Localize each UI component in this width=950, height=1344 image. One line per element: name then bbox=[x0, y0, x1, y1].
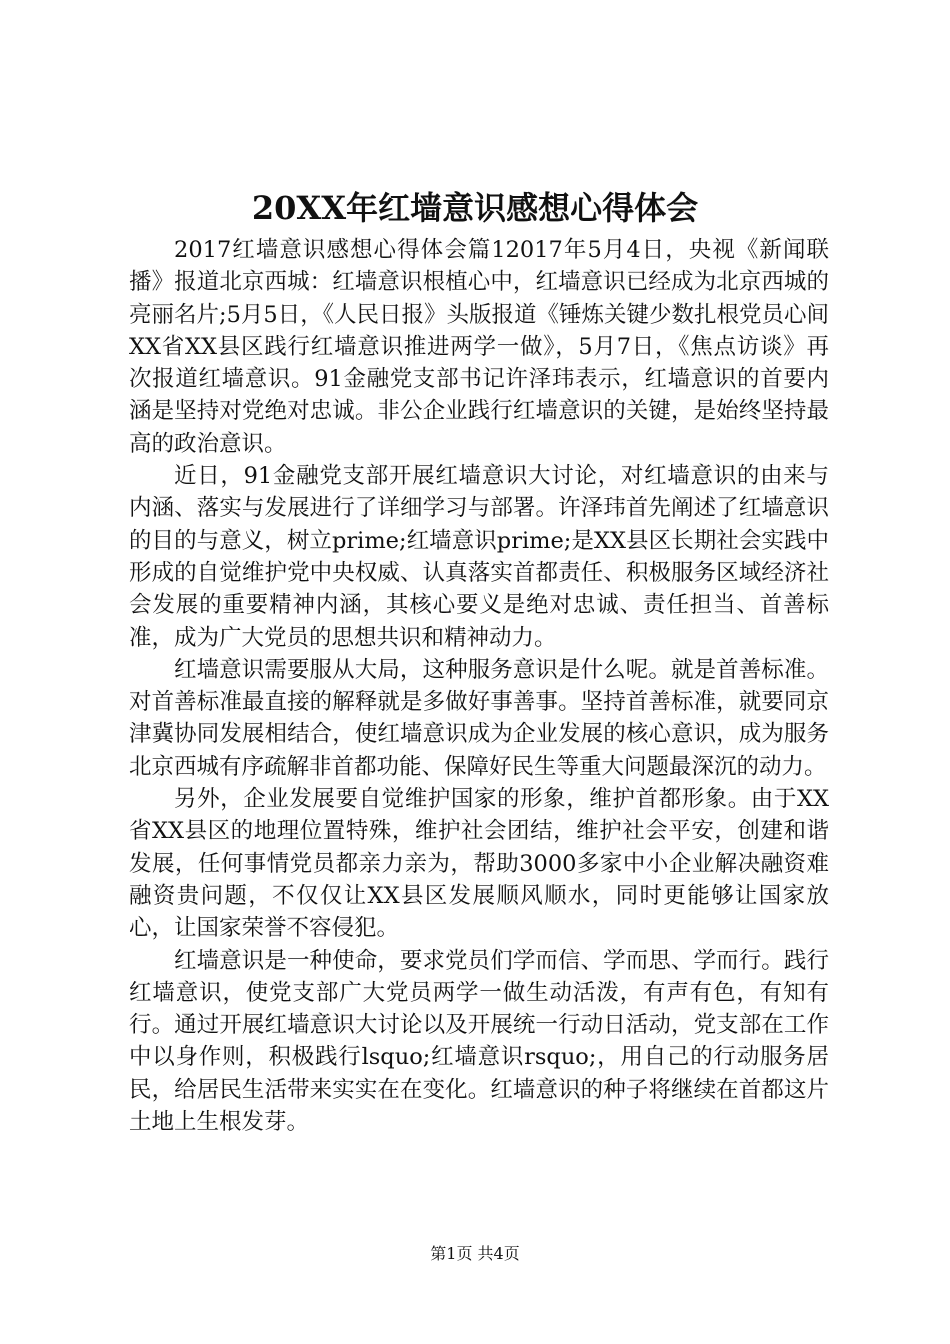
page-number-footer: 第1页 共4页 bbox=[430, 1244, 520, 1263]
paragraph-5: 红墙意识是一种使命，要求党员们学而信、学而思、学而行。践行红墙意识，使党支部广大党员两学一做生动活泼，有声有色，有知有行。通过开展红墙意识大讨论以及开展统一行动日活动，党支部在工作中以身作则，积极践行lsquo;红墙意识rsquo;，用自己的行动服务居民，给居民生活带来实实在在变化。红墙意识的种子将继续在首都这片土地上生根发芽。 bbox=[129, 947, 829, 1136]
document-body bbox=[129, 234, 829, 1138]
paragraph-4: 另外，企业发展要自觉维护国家的形象，维护首都形象。由于XX省XX县区的地理位置特殊，维护社会团结，维护社会平安，创建和谐发展，任何事情党员都亲力亲为，帮助3000多家中小企业解决融资难融资贵问题，不仅仅让XX县区发展顺风顺水，同时更能够让国家放心，让国家荣誉不容侵犯。 bbox=[129, 786, 829, 942]
paragraph-2: 近日，91金融党支部开展红墙意识大讨论，对红墙意识的由来与内涵、落实与发展进行了详细学习与部署。许泽玮首先阐述了红墙意识的目的与意义，树立prime;红墙意识prime;是XX县区长期社会实践中形成的自觉维护党中央权威、认真落实首都责任、积极服务区域经济社会发展的重要精神内涵，其核心要义是绝对忠诚、责任担当、首善标准，成为广大党员的思想共识和精神动力。 bbox=[129, 463, 829, 651]
paragraph-3: 红墙意识需要服从大局，这种服务意识是什么呢。就是首善标准。对首善标准最直接的解释就是多做好事善事。坚持首善标准，就要同京津冀协同发展相结合，使红墙意识成为企业发展的核心意识，成为服务北京西城有序疏解非首都功能、保障好民生等重大问题最深沉的动力。 bbox=[129, 656, 829, 780]
paragraph-1: 2017红墙意识感想心得体会篇12017年5月4日，央视《新闻联播》报道北京西城：红墙意识根植心中，红墙意识已经成为北京西城的亮丽名片;5月5日，《人民日报》头版报道《锤炼关键少数扎根党员心间XX省XX县区践行红墙意识推进两学一做》，5月7日，《焦点访谈》再次报道红墙意识。91金融党支部书记许泽玮表示，红墙意识的首要内涵是坚持对党绝对忠诚。非公企业践行红墙意识的关键，是始终坚持最高的政治意识。 bbox=[129, 237, 829, 457]
document-title: 20XX年红墙意识感想心得体会 bbox=[251, 189, 699, 227]
